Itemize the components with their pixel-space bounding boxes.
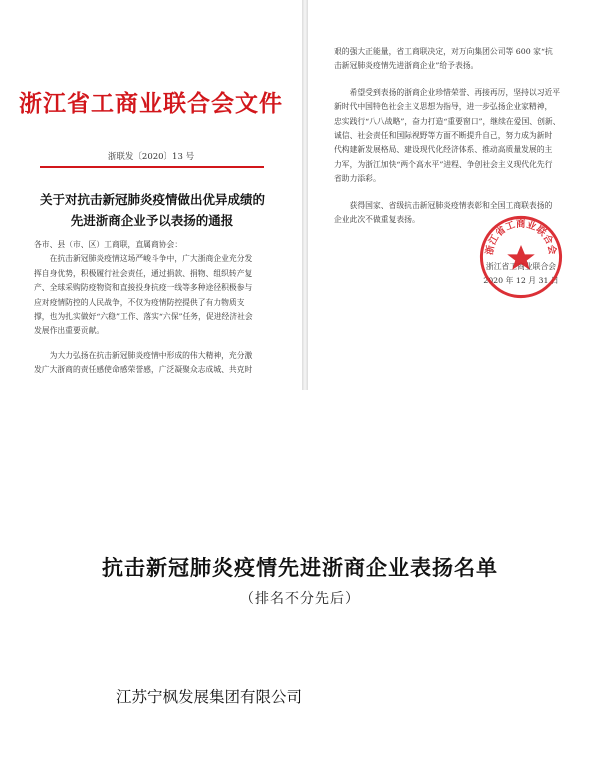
document-header-title: 浙江省工商业联合会文件 <box>19 90 283 117</box>
body-line: 希望受到表扬的浙商企业珍惜荣誉、再接再厉，坚持以习近平 <box>334 87 561 97</box>
notice-title <box>40 189 264 231</box>
body-line: 击新冠肺炎疫情先进浙商企业”给予表扬。 <box>334 61 479 71</box>
body-line: 应对疫情防控的人民战争，不仅为疫情防控提供了有力物质支 <box>34 297 245 307</box>
notice-title-line: 先进浙商企业予以表扬的通报 <box>70 213 234 228</box>
red-divider-line <box>40 166 264 168</box>
body-line: 在抗击新冠肺炎疫情这场严峻斗争中，广大浙商企业充分发 <box>34 254 253 264</box>
body-line: 获得国家、省级抗击新冠肺炎疫情表彰和全国工商联表扬的 <box>334 200 553 210</box>
list-item: 江苏宁枫发展集团有限公司 <box>116 688 303 706</box>
body-line: 代构建新发展格局、建设现代化经济体系、推动高质量发展的主 <box>334 145 553 155</box>
sign-date: 2020 年 12 月 31 日 <box>483 276 559 285</box>
body-line: 忠实践行“八八战略”，奋力打造“重要窗口”，继续在爱国、创新、 <box>334 116 561 126</box>
body-line: 艰的强大正能量，省工商联决定，对万向集团公司等 600 家“抗 <box>334 47 553 56</box>
body-line: 发广大浙商的责任感使命感荣誉感，广泛凝聚众志成城、共克时 <box>34 365 253 375</box>
paragraph-gap <box>34 339 296 349</box>
list-title: 抗击新冠肺炎疫情先进浙商企业表扬名单 <box>102 555 498 580</box>
right-page-body <box>334 45 596 227</box>
body-line: 新时代中国特色社会主义思想为指导，进一步弘扬企业家精神， <box>334 102 553 112</box>
list-subtitle: （排名不分先后） <box>240 591 360 607</box>
salutation: 各市、县（市、区）工商联，直属商协会： <box>34 240 183 249</box>
body-line: 企业此次不做重复表扬。 <box>334 215 420 225</box>
body-line: 产、全球采购防疫物资和直接投身抗疫一线等多种途径积极参与 <box>34 283 253 293</box>
body-line: 为大力弘扬在抗击新冠肺炎疫情中形成的伟大精神，充分激 <box>34 350 253 360</box>
body-line: 发展作出重要贡献。 <box>34 326 105 336</box>
paragraph-gap <box>334 187 596 199</box>
body-line: 撑，也为扎实做好“六稳”工作、落实“六保”任务，促进经济社会 <box>34 312 253 322</box>
seal-arc-text: 浙江省工商业联合会 <box>484 218 558 256</box>
list-page <box>0 390 600 765</box>
body-line: 挥自身优势，积极履行社会责任，通过捐款、捐物、组织转产复 <box>34 268 253 278</box>
body-line: 力军，为浙江加快“两个高水平”进程、争创社会主义现代化先行 <box>334 159 553 169</box>
notice-title-line: 关于对抗击新冠肺炎疫情做出优异成绩的 <box>40 192 266 207</box>
left-page-body <box>34 238 296 378</box>
official-seal-icon <box>478 214 564 300</box>
body-line: 省助力添彩。 <box>334 174 381 184</box>
signer-name: 浙江省工商业联合会 <box>485 262 557 271</box>
paragraph-gap <box>334 74 596 86</box>
document-number: 浙联发〔2020〕13 号 <box>107 152 195 162</box>
body-line: 诚信、社会责任和国际视野等方面不断提升自己，努力成为新时 <box>334 131 553 141</box>
